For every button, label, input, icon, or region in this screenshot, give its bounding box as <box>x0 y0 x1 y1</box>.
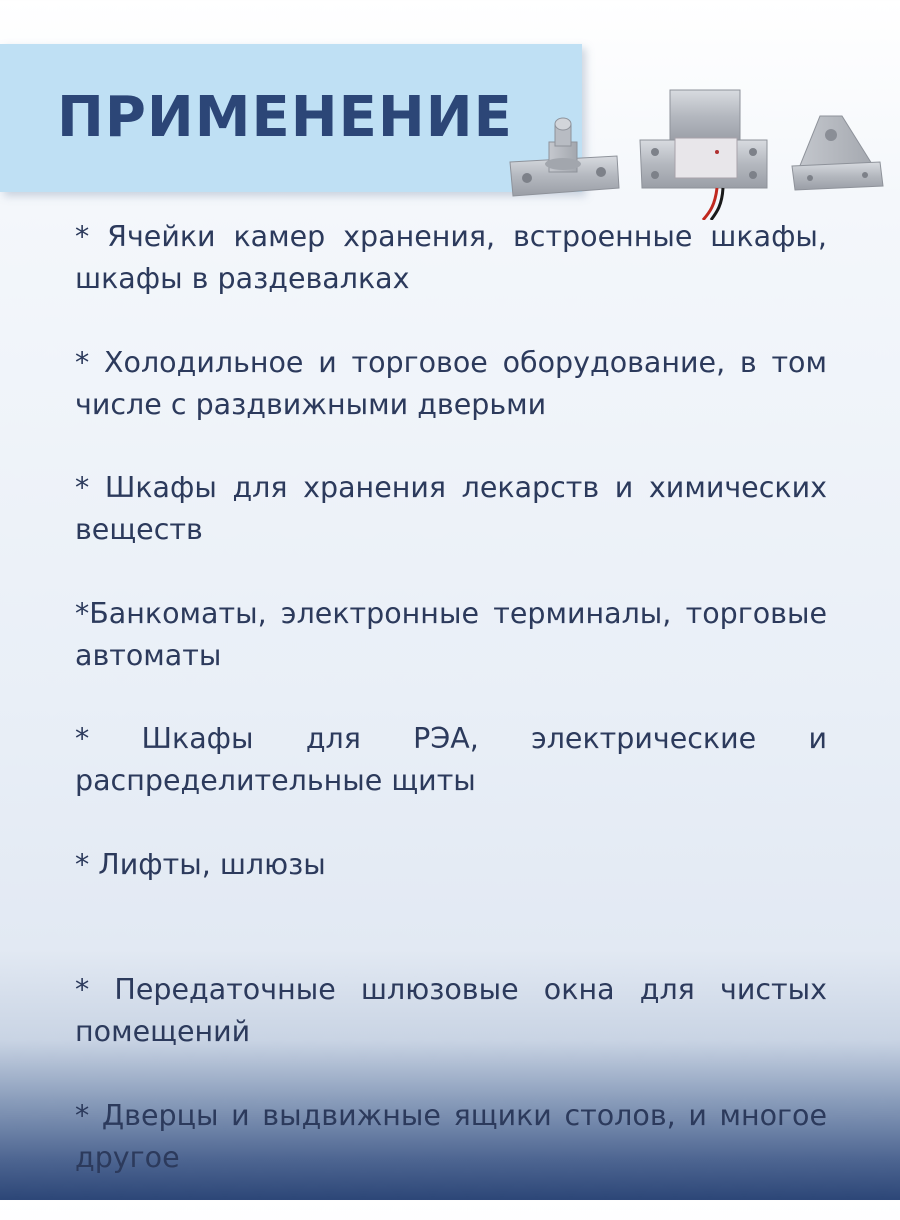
page-title: ПРИМЕНЕНИЕ <box>57 85 513 150</box>
list-item: * Ячейки камер хранения, встроенные шкафы, шкафы в раздевалках <box>75 220 827 295</box>
list-item: *Банкоматы, электронные терминалы, торговые автоматы <box>75 596 827 672</box>
latch-striker-plate-image <box>510 118 619 196</box>
applications-list <box>75 216 827 1220</box>
list-item: * Холодильное и торговое оборудование, в том числе с раздвижными дверьми <box>75 345 827 421</box>
list-item: * Шкафы для хранения лекарств и химических веществ <box>75 471 827 546</box>
product-images <box>505 80 900 220</box>
list-item: * Шкафы для РЭА, электрические и распределительные щиты <box>75 722 827 797</box>
electromechanical-lock-image <box>640 90 767 220</box>
list-item: * Передаточные шлюзовые окна для чистых помещений <box>75 973 827 1048</box>
mounting-bracket-image <box>792 116 883 190</box>
list-item: * Дверцы и выдвижные ящики столов, и многое другое <box>75 1098 827 1174</box>
list-item: * Лифты, шлюзы <box>75 847 326 881</box>
